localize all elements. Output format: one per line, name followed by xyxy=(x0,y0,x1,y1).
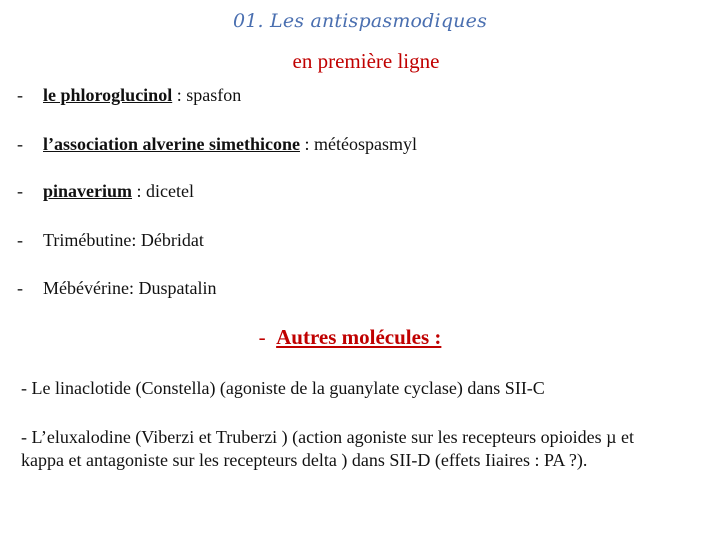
molecule-name: Mébévérine xyxy=(43,278,129,298)
brand-name: météospasmyl xyxy=(313,134,417,154)
molecule-name: Trimébutine xyxy=(43,230,132,250)
bullet-item xyxy=(17,84,241,106)
bullet-dash: - xyxy=(17,230,23,250)
bullet-dash: - xyxy=(17,278,23,298)
bullet-item xyxy=(17,133,417,155)
bullet-dash: - xyxy=(17,134,23,154)
bullet-item xyxy=(17,180,194,202)
bullet-dash: - xyxy=(17,181,23,201)
separator: : xyxy=(128,278,139,298)
separator: : xyxy=(132,181,147,201)
brand-name: Duspatalin xyxy=(138,278,217,298)
molecule-name: pinaverium xyxy=(43,181,133,201)
separator: : xyxy=(131,230,141,250)
paragraph-eluxalodine: - L’eluxalodine (Viberzi et Truberzi ) (action agoniste sur les recepteurs opioides µ et kappa et antagoniste sur les recepteurs delta ) dans SII-D (effets Iiaires : PA ?). xyxy=(21,427,634,470)
bullet-item xyxy=(17,229,204,251)
brand-name: spasfon xyxy=(186,85,242,105)
brand-name: dicetel xyxy=(146,181,195,201)
bullet-item xyxy=(17,277,216,299)
other-molecules-heading xyxy=(0,325,700,350)
slide-title: 01. Les antispasmodiques xyxy=(232,10,488,32)
bullet-dash: - xyxy=(17,85,23,105)
slide-subtitle: en première ligne xyxy=(292,49,440,73)
molecule-name: le phloroglucinol xyxy=(43,85,173,105)
separator: : xyxy=(172,85,187,105)
molecule-name: l’association alverine simethicone xyxy=(43,134,300,154)
separator: : xyxy=(299,134,314,154)
section-heading-text: Autres molécules : xyxy=(276,325,442,349)
brand-name: Débridat xyxy=(140,230,204,250)
section-dash: - xyxy=(258,325,266,349)
paragraph-linaclotide: - Le linaclotide (Constella) (agoniste de la guanylate cyclase) dans SII-C xyxy=(21,378,545,398)
